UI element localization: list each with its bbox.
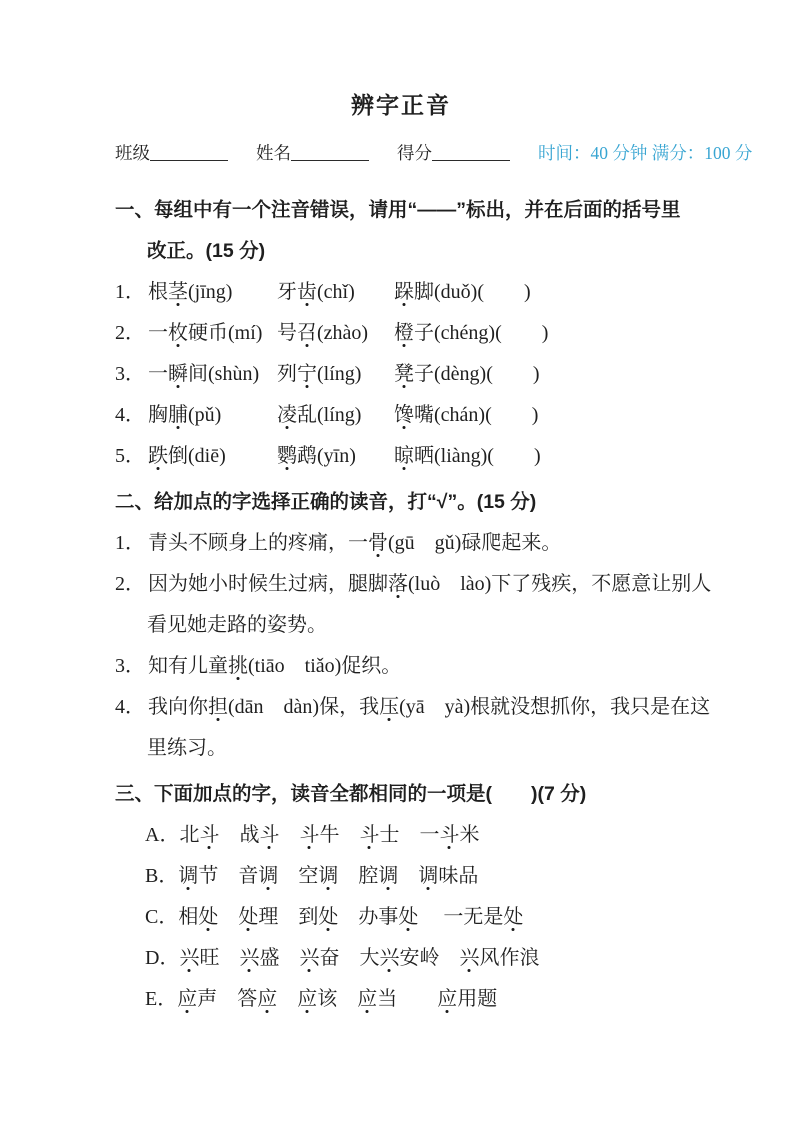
item-number: 1． bbox=[115, 281, 145, 303]
word-group: 凌乱(líng) bbox=[277, 404, 362, 426]
page-title: 辨字正音 bbox=[351, 92, 451, 118]
word-group-with-answer-bracket: 馋嘴(chán)( ) bbox=[394, 404, 539, 426]
option-words: 兴旺 兴盛 兴奋 大兴安岭 兴风作浪 bbox=[179, 947, 540, 969]
section2-heading: 二、给加点的字选择正确的读音，打“√”。(15 分) bbox=[115, 491, 537, 513]
option-words: 应声 答应 应该 应当 应用题 bbox=[177, 988, 498, 1010]
sentence: 因为她小时候生过病，腿脚落(luò lào)下了残疾，不愿意让别人 bbox=[148, 573, 712, 595]
sentence: 青头不顾身上的疼痛，一骨(gū gǔ)碌爬起来。 bbox=[148, 532, 562, 554]
section1-item-3 bbox=[115, 354, 687, 395]
word-group-with-answer-bracket: 跺脚(duǒ)( ) bbox=[394, 281, 531, 303]
section2-item-1 bbox=[115, 523, 687, 564]
word-group-with-answer-bracket: 凳子(dèng)( ) bbox=[394, 363, 540, 385]
option-letter: A． bbox=[145, 824, 180, 846]
option-letter: E． bbox=[145, 988, 178, 1010]
item-number: 4． bbox=[115, 696, 145, 718]
item-number: 3． bbox=[115, 363, 145, 385]
class-field bbox=[115, 140, 228, 166]
word-group: 一瞬间(shùn) bbox=[148, 363, 260, 385]
section2-item-3 bbox=[115, 646, 687, 687]
word-group: 根茎(jīng) bbox=[148, 281, 233, 303]
exam-meta: 时间：40 分钟 满分：100 分 bbox=[538, 143, 753, 163]
section1-item-1 bbox=[115, 272, 687, 313]
sentence: 知有儿童挑(tiāo tiǎo)促织。 bbox=[148, 655, 402, 677]
item-number: 1． bbox=[115, 532, 145, 554]
name-blank-line bbox=[291, 156, 369, 161]
option-letter: B． bbox=[145, 865, 179, 887]
score-label: 得分 bbox=[397, 143, 432, 163]
option-words: 北斗 战斗 斗牛 斗士 一斗米 bbox=[179, 824, 480, 846]
word-group: 跌倒(diē) bbox=[148, 445, 226, 467]
word-group-with-answer-bracket: 晾晒(liàng)( ) bbox=[394, 445, 541, 467]
word-group-with-answer-bracket: 橙子(chéng)( ) bbox=[394, 322, 549, 344]
class-label: 班级 bbox=[115, 143, 150, 163]
name-field bbox=[256, 140, 369, 166]
item-number: 5． bbox=[115, 445, 145, 467]
score-field bbox=[397, 140, 510, 166]
score-blank-line bbox=[432, 156, 510, 161]
class-blank-line bbox=[150, 156, 228, 161]
section3-option-b bbox=[115, 856, 687, 897]
option-letter: D． bbox=[145, 947, 180, 969]
option-words: 调节 音调 空调 腔调 调味品 bbox=[178, 865, 479, 887]
item-number: 4． bbox=[115, 404, 145, 426]
section3-heading: 三、下面加点的字，读音全都相同的一项是( )(7 分) bbox=[115, 783, 587, 805]
section2-item-2 bbox=[115, 564, 712, 605]
section3-option-e bbox=[115, 979, 687, 1020]
word-group: 一枚硬币(mí) bbox=[148, 322, 263, 344]
option-letter: C． bbox=[145, 906, 179, 928]
worksheet-content bbox=[115, 88, 753, 1020]
item-number: 2． bbox=[115, 322, 145, 344]
section3-option-a bbox=[115, 815, 687, 856]
section1-item-5 bbox=[115, 436, 687, 477]
option-words: 相处 处理 到处 办事处 一无是处 bbox=[178, 906, 524, 928]
item-number: 3． bbox=[115, 655, 145, 677]
word-group: 牙齿(chǐ) bbox=[277, 281, 355, 303]
name-label: 姓名 bbox=[256, 143, 291, 163]
item-number: 2． bbox=[115, 573, 145, 595]
section3-option-c bbox=[115, 897, 687, 938]
section1-heading-line1: 一、每组中有一个注音错误，请用“——”标出，并在后面的括号里 bbox=[115, 199, 681, 221]
section3-option-d bbox=[115, 938, 687, 979]
section1-item-2 bbox=[115, 313, 687, 354]
word-group: 胸脯(pǔ) bbox=[148, 404, 222, 426]
word-group: 列宁(líng) bbox=[277, 363, 362, 385]
section2-item-2-continuation: 看见她走路的姿势。 bbox=[147, 614, 327, 636]
sentence: 我向你担(dān dàn)保，我压(yā yà)根就没想抓你，我只是在这 bbox=[148, 696, 711, 718]
section2-item-4-continuation: 里练习。 bbox=[147, 737, 227, 759]
header-row bbox=[115, 140, 753, 166]
word-group: 鹦鹉(yīn) bbox=[277, 445, 356, 467]
section2-item-4 bbox=[115, 687, 711, 728]
section1-item-4 bbox=[115, 395, 687, 436]
section1-heading-line2: 改正。(15 分) bbox=[147, 240, 266, 262]
word-group: 号召(zhào) bbox=[277, 322, 369, 344]
